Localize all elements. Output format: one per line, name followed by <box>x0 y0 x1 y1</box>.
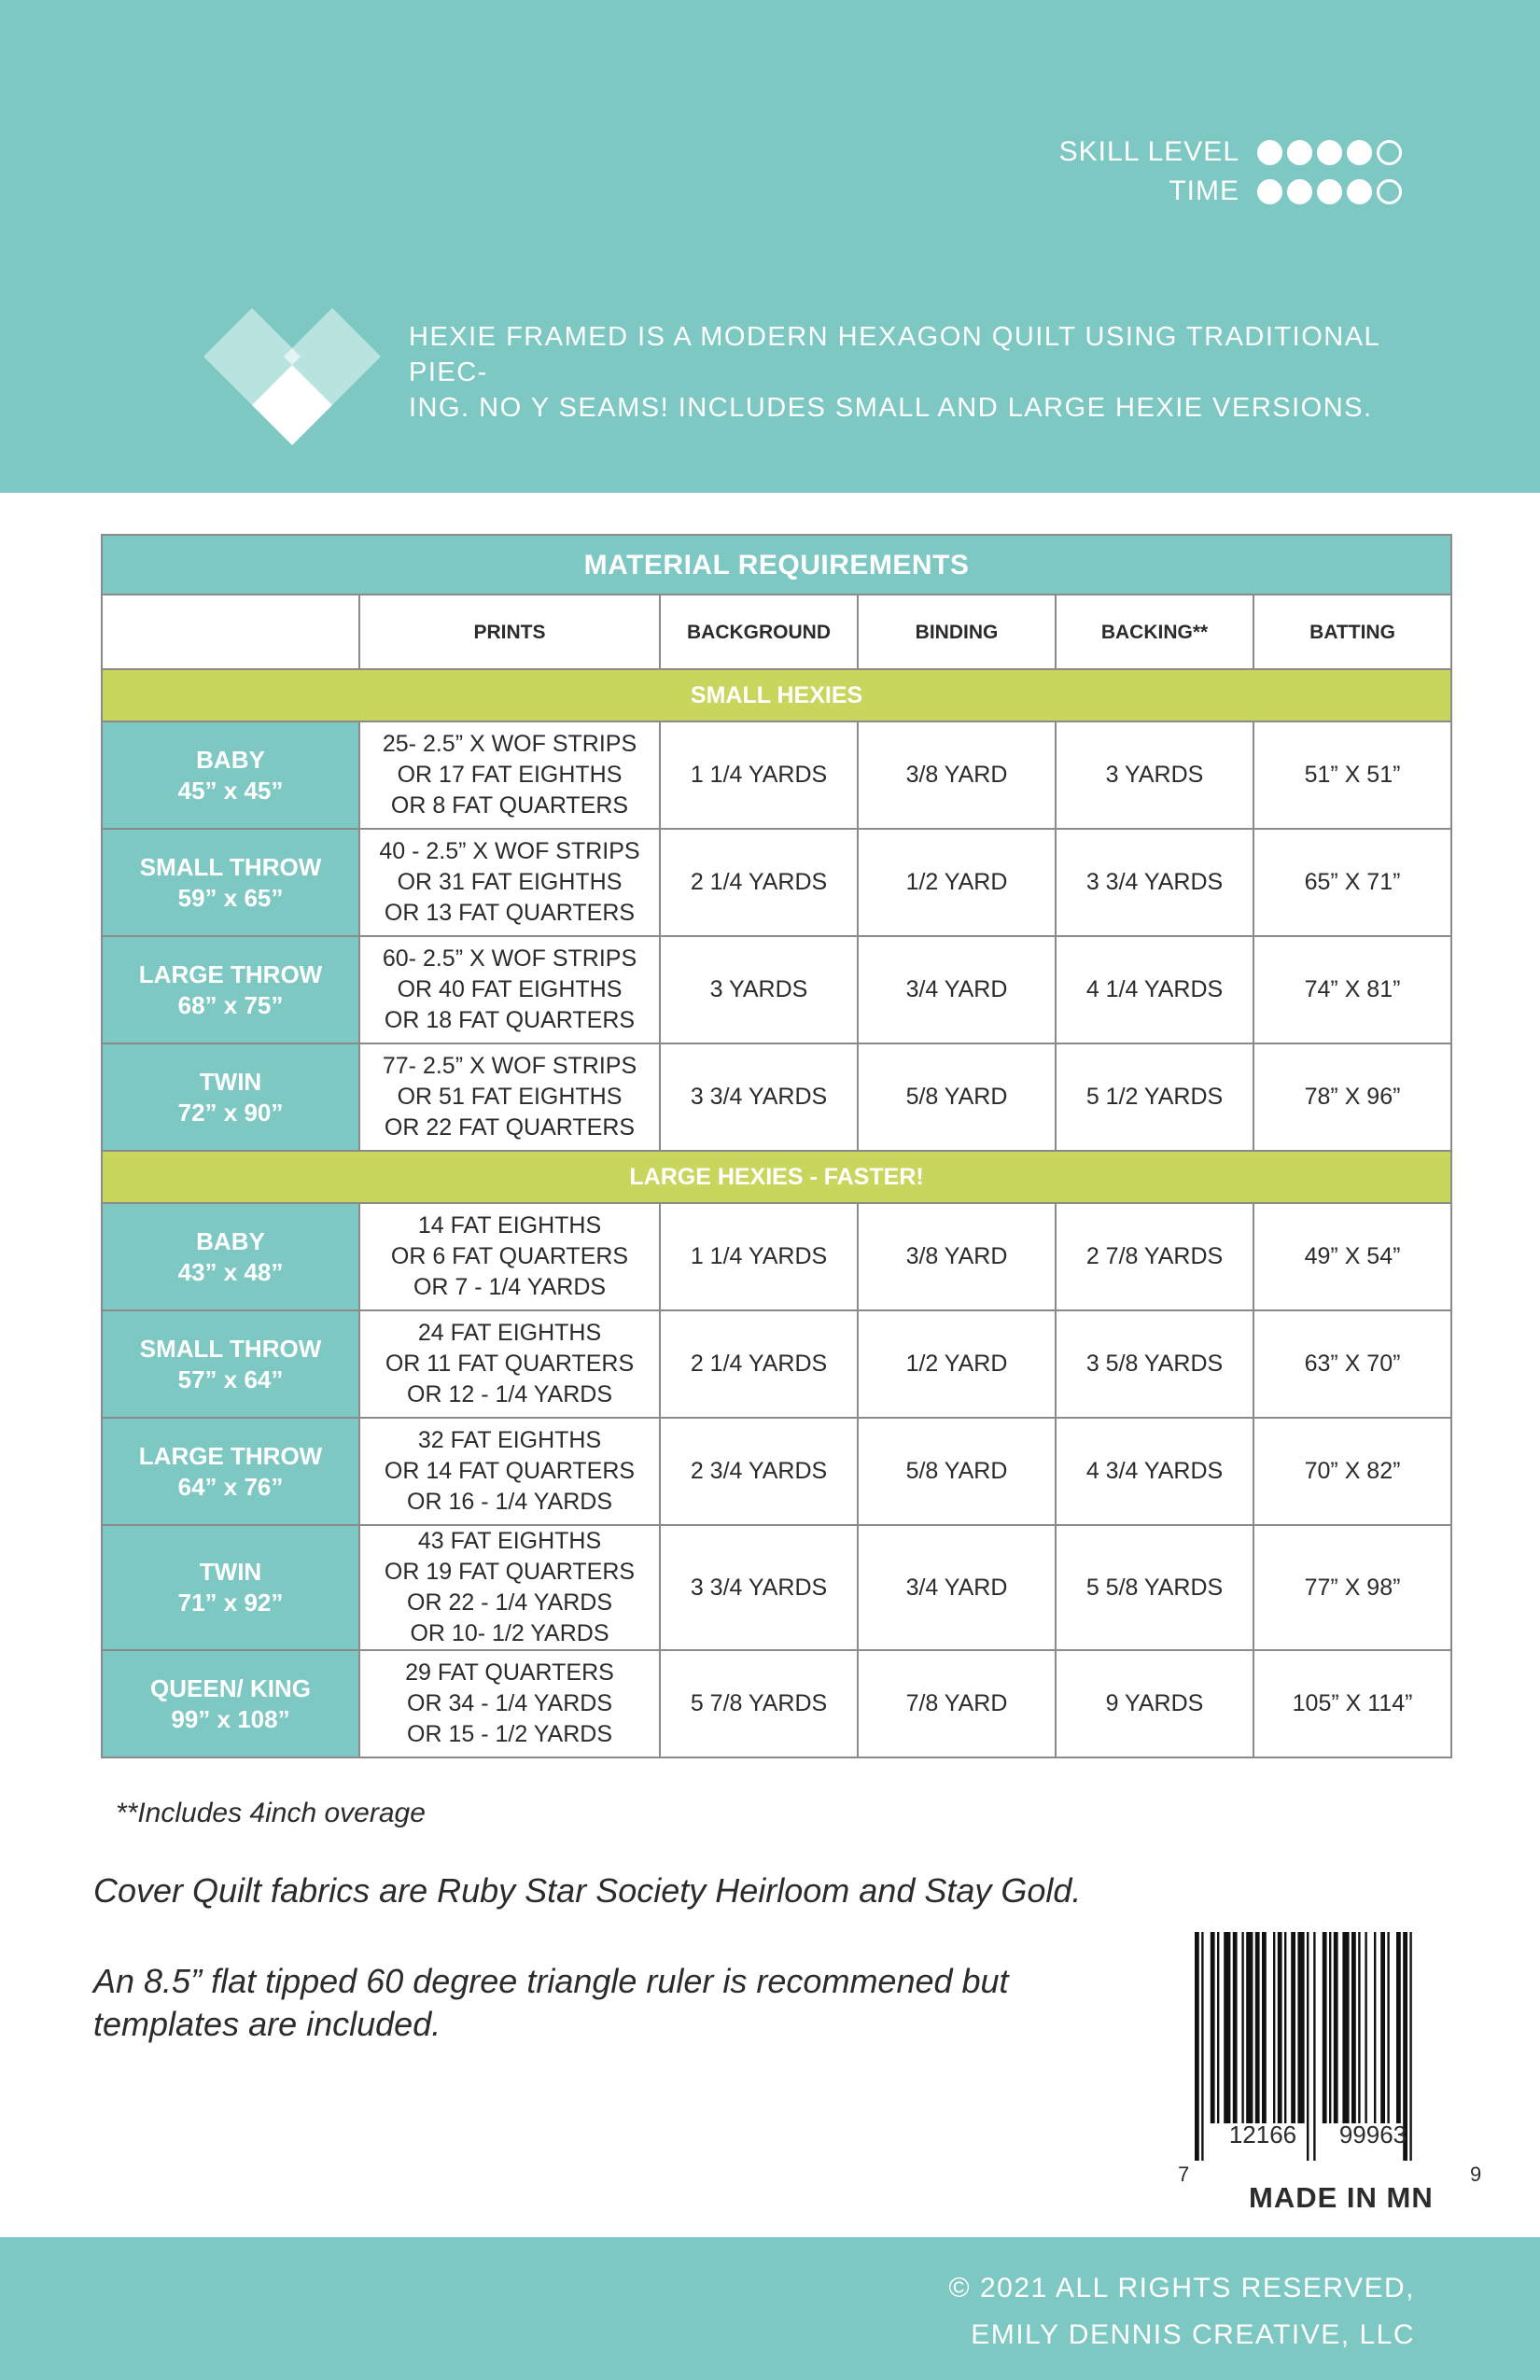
quilt-size-dimensions: 68” x 75” <box>177 990 284 1019</box>
prints-line: OR 8 FAT QUARTERS <box>390 792 629 819</box>
binding-cell: 1/2 YARD <box>858 1310 1056 1418</box>
barcode-bar <box>1273 1932 1275 2123</box>
made-in-label: MADE IN MN <box>1249 2181 1434 2214</box>
quilt-size-cell <box>102 829 359 936</box>
barcode-digit-last: 9 <box>1470 2163 1482 2184</box>
batting-cell: 65” X 71” <box>1253 829 1451 936</box>
background-cell: 1 1/4 YARDS <box>660 721 858 829</box>
barcode-bar <box>1334 1932 1338 2123</box>
column-header: BINDING <box>858 595 1056 669</box>
prints-line: OR 7 - 1/4 YARDS <box>413 1274 607 1300</box>
table-row <box>102 1650 1451 1757</box>
backing-cell: 2 7/8 YARDS <box>1056 1203 1253 1310</box>
batting-cell: 74” X 81” <box>1253 936 1451 1043</box>
binding-cell: 5/8 YARD <box>858 1043 1056 1151</box>
barcode-bar <box>1297 1932 1304 2123</box>
prints-line: OR 22 - 1/4 YARDS <box>407 1589 612 1616</box>
time-dots <box>1253 179 1402 204</box>
prints-cell <box>359 1310 660 1418</box>
prints-cell <box>359 1418 660 1525</box>
section-row <box>102 1151 1451 1203</box>
copyright-line-2: EMILY DENNIS CREATIVE, LLC <box>971 2319 1415 2350</box>
barcode-bar <box>1284 1932 1286 2123</box>
quilt-size-dimensions: 64” x 76” <box>177 1472 284 1501</box>
prints-line: OR 13 FAT QUARTERS <box>384 900 636 926</box>
barcode-bar <box>1365 1932 1366 2123</box>
ruler-note-line-1: An 8.5” flat tipped 60 degree triangle ruler is recommened but <box>93 1962 1009 2000</box>
column-header: BATTING <box>1253 595 1451 669</box>
cover-fabrics-note: Cover Quilt fabrics are Ruby Star Society Heirloom and Stay Gold. <box>93 1871 1082 1910</box>
batting-cell: 63” X 70” <box>1253 1310 1451 1418</box>
quilt-size-name: BABY <box>196 745 265 774</box>
quilt-size-dimensions: 71” x 92” <box>177 1589 284 1617</box>
skill-level-dots <box>1253 140 1402 165</box>
table-title: MATERIAL REQUIREMENTS <box>102 535 1451 595</box>
prints-cell <box>359 1650 660 1757</box>
batting-cell: 105” X 114” <box>1253 1650 1451 1757</box>
time-dot <box>1377 179 1402 204</box>
quilt-size-dimensions: 43” x 48” <box>177 1257 284 1286</box>
prints-line: 40 - 2.5” X WOF STRIPS <box>379 838 640 864</box>
barcode-icon <box>1167 1932 1484 2184</box>
prints-cell <box>359 1525 660 1650</box>
backing-cell: 4 3/4 YARDS <box>1056 1418 1253 1525</box>
barcode-bar <box>1380 1932 1385 2123</box>
quilt-size-dimensions: 99” x 108” <box>171 1704 290 1733</box>
batting-cell: 78” X 96” <box>1253 1043 1451 1151</box>
ruler-note <box>93 1960 1167 2046</box>
section-title: LARGE HEXIES - FASTER! <box>102 1151 1451 1203</box>
barcode-group-left: 12166 <box>1228 2121 1297 2149</box>
barcode-bar <box>1374 1932 1376 2123</box>
prints-line: OR 11 FAT QUARTERS <box>385 1351 635 1377</box>
table-row <box>102 1525 1451 1650</box>
background-cell: 3 YARDS <box>660 936 858 1043</box>
barcode-bar <box>1278 1932 1282 2123</box>
barcode-bar <box>1224 1932 1230 2123</box>
quilt-size-cell <box>102 936 359 1043</box>
skill-level-dot <box>1287 140 1312 165</box>
prints-line: OR 51 FAT EIGHTHS <box>397 1084 623 1110</box>
diamond-heart-logo-icon <box>203 308 381 448</box>
barcode-bar <box>1195 1932 1199 2161</box>
ruler-note-line-2: templates are included. <box>93 2005 441 2043</box>
skill-level-dot <box>1317 140 1342 165</box>
time-dot <box>1317 179 1342 204</box>
barcode-bar <box>1255 1932 1260 2123</box>
prints-cell <box>359 1203 660 1310</box>
prints-line: OR 6 FAT QUARTERS <box>390 1243 629 1269</box>
table-row <box>102 721 1451 829</box>
backing-cell: 5 5/8 YARDS <box>1056 1525 1253 1650</box>
skill-level-dot <box>1257 140 1282 165</box>
barcode-bar <box>1387 1932 1389 2123</box>
quilt-size-cell <box>102 1418 359 1525</box>
table-row <box>102 1203 1451 1310</box>
quilt-size-dimensions: 45” x 45” <box>177 776 284 805</box>
prints-line: 60- 2.5” X WOF STRIPS <box>382 945 637 972</box>
background-cell: 3 3/4 YARDS <box>660 1525 858 1650</box>
prints-line: OR 16 - 1/4 YARDS <box>407 1489 612 1515</box>
skill-level-row <box>1059 133 1402 172</box>
barcode-bar <box>1241 1932 1243 2123</box>
section-row <box>102 669 1451 721</box>
barcode-bar <box>1313 1932 1315 2161</box>
prints-line: 77- 2.5” X WOF STRIPS <box>382 1053 637 1079</box>
column-header-row <box>102 595 1451 669</box>
prints-line: OR 10- 1/2 YARDS <box>410 1620 609 1646</box>
footer-band <box>0 2237 1540 2380</box>
table-row <box>102 1043 1451 1151</box>
barcode-bar <box>1291 1932 1295 2123</box>
quilt-size-name: SMALL THROW <box>139 852 322 881</box>
background-cell: 1 1/4 YARDS <box>660 1203 858 1310</box>
prints-cell <box>359 721 660 829</box>
time-dot <box>1347 179 1372 204</box>
barcode-bar <box>1307 1932 1309 2161</box>
quilt-size-cell <box>102 1203 359 1310</box>
table-row <box>102 936 1451 1043</box>
skill-level-label: SKILL LEVEL <box>1058 136 1239 167</box>
prints-line: 32 FAT EIGHTHS <box>417 1427 602 1453</box>
backing-cell: 4 1/4 YARDS <box>1056 936 1253 1043</box>
backing-cell: 3 5/8 YARDS <box>1056 1310 1253 1418</box>
quilt-size-name: LARGE THROW <box>138 1441 323 1470</box>
quilt-size-name: SMALL THROW <box>139 1334 322 1363</box>
batting-cell: 70” X 82” <box>1253 1418 1451 1525</box>
quilt-size-name: BABY <box>196 1226 265 1255</box>
prints-line: 25- 2.5” X WOF STRIPS <box>382 731 637 757</box>
backing-footnote: **Includes 4inch overage <box>116 1798 426 1828</box>
skill-level-dot <box>1377 140 1402 165</box>
prints-line: OR 17 FAT EIGHTHS <box>397 762 623 788</box>
prints-line: OR 40 FAT EIGHTHS <box>397 976 623 1002</box>
barcode-bar <box>1323 1932 1327 2123</box>
prints-cell <box>359 829 660 936</box>
time-label: TIME <box>1169 175 1239 206</box>
prints-line: OR 19 FAT QUARTERS <box>384 1559 636 1585</box>
table-body <box>102 669 1451 1757</box>
table-row <box>102 1418 1451 1525</box>
prints-line: 24 FAT EIGHTHS <box>417 1320 602 1346</box>
prints-line: OR 34 - 1/4 YARDS <box>407 1690 612 1716</box>
column-header: PRINTS <box>359 595 660 669</box>
barcode-bar <box>1233 1932 1238 2123</box>
backing-cell: 3 3/4 YARDS <box>1056 829 1253 936</box>
barcode-group-right: 99963 <box>1338 2121 1407 2149</box>
backing-cell: 5 1/2 YARDS <box>1056 1043 1253 1151</box>
quilt-size-name: QUEEN/ KING <box>150 1673 311 1702</box>
barcode-bar <box>1358 1932 1360 2123</box>
barcode-digit-first: 7 <box>1178 2163 1190 2184</box>
prints-line: OR 12 - 1/4 YARDS <box>407 1381 612 1407</box>
prints-line: OR 15 - 1/2 YARDS <box>407 1721 612 1747</box>
quilt-size-dimensions: 59” x 65” <box>177 883 284 912</box>
background-cell: 2 1/4 YARDS <box>660 829 858 936</box>
quilt-size-cell <box>102 721 359 829</box>
quilt-size-name: TWIN <box>199 1067 262 1096</box>
prints-cell <box>359 936 660 1043</box>
batting-cell: 49” X 54” <box>1253 1203 1451 1310</box>
binding-cell: 1/2 YARD <box>858 829 1056 936</box>
material-requirements-table <box>101 534 1452 1758</box>
batting-cell: 77” X 98” <box>1253 1525 1451 1650</box>
section-title: SMALL HEXIES <box>102 669 1451 721</box>
background-cell: 5 7/8 YARDS <box>660 1650 858 1757</box>
column-header-blank <box>102 595 359 669</box>
quilt-size-name: TWIN <box>199 1558 262 1586</box>
barcode-bar <box>1211 1932 1215 2123</box>
barcode-bar <box>1201 1932 1203 2161</box>
backing-cell: 3 YARDS <box>1056 721 1253 829</box>
quilt-size-name: LARGE THROW <box>138 959 323 988</box>
quilt-size-cell <box>102 1650 359 1757</box>
binding-cell: 5/8 YARD <box>858 1418 1056 1525</box>
prints-line: 14 FAT EIGHTHS <box>417 1212 602 1239</box>
material-requirements-table-wrap <box>101 534 1450 1758</box>
barcode-bar <box>1329 1932 1331 2123</box>
barcode-bar <box>1246 1932 1253 2123</box>
binding-cell: 3/8 YARD <box>858 721 1056 829</box>
background-cell: 2 1/4 YARDS <box>660 1310 858 1418</box>
prints-line: 29 FAT QUARTERS <box>405 1659 614 1686</box>
binding-cell: 3/8 YARD <box>858 1203 1056 1310</box>
background-cell: 2 3/4 YARDS <box>660 1418 858 1525</box>
prints-line: OR 22 FAT QUARTERS <box>384 1114 636 1141</box>
copyright <box>949 2265 1415 2359</box>
batting-cell: 51” X 51” <box>1253 721 1451 829</box>
table-row <box>102 829 1451 936</box>
quilt-size-cell <box>102 1525 359 1650</box>
quilt-size-cell <box>102 1043 359 1151</box>
time-row <box>1059 172 1402 211</box>
barcode-bar <box>1351 1932 1356 2123</box>
binding-cell: 7/8 YARD <box>858 1650 1056 1757</box>
barcode-bar <box>1409 1932 1411 2161</box>
quilt-size-dimensions: 72” x 90” <box>177 1098 284 1127</box>
barcode-bar <box>1217 1932 1219 2123</box>
binding-cell: 3/4 YARD <box>858 1525 1056 1650</box>
backing-cell: 9 YARDS <box>1056 1650 1253 1757</box>
tagline-line-2: ING. NO Y SEAMS! INCLUDES SMALL AND LARGE HEXIE VERSIONS. <box>409 393 1373 423</box>
column-header: BACKGROUND <box>660 595 858 669</box>
quilt-size-dimensions: 57” x 64” <box>177 1365 284 1393</box>
prints-cell <box>359 1043 660 1151</box>
barcode-bar <box>1262 1932 1267 2123</box>
tagline-line-1: HEXIE FRAMED IS A MODERN HEXAGON QUILT USING TRADITIONAL PIEC- <box>409 322 1380 387</box>
prints-line: OR 14 FAT QUARTERS <box>384 1458 636 1484</box>
time-dot <box>1287 179 1312 204</box>
barcode-bar <box>1342 1932 1349 2123</box>
skill-time-rating <box>1059 133 1402 211</box>
copyright-line-1: © 2021 ALL RIGHTS RESERVED, <box>948 2273 1415 2303</box>
time-dot <box>1257 179 1282 204</box>
background-cell: 3 3/4 YARDS <box>660 1043 858 1151</box>
quilt-size-cell <box>102 1310 359 1418</box>
header-band <box>0 0 1540 493</box>
prints-line: 43 FAT EIGHTHS <box>417 1528 602 1554</box>
column-header: BACKING** <box>1056 595 1253 669</box>
barcode-bar <box>1396 1932 1401 2123</box>
prints-line: OR 18 FAT QUARTERS <box>384 1007 636 1033</box>
pattern-description <box>409 319 1463 426</box>
binding-cell: 3/4 YARD <box>858 936 1056 1043</box>
table-row <box>102 1310 1451 1418</box>
prints-line: OR 31 FAT EIGHTHS <box>397 869 623 895</box>
skill-level-dot <box>1347 140 1372 165</box>
